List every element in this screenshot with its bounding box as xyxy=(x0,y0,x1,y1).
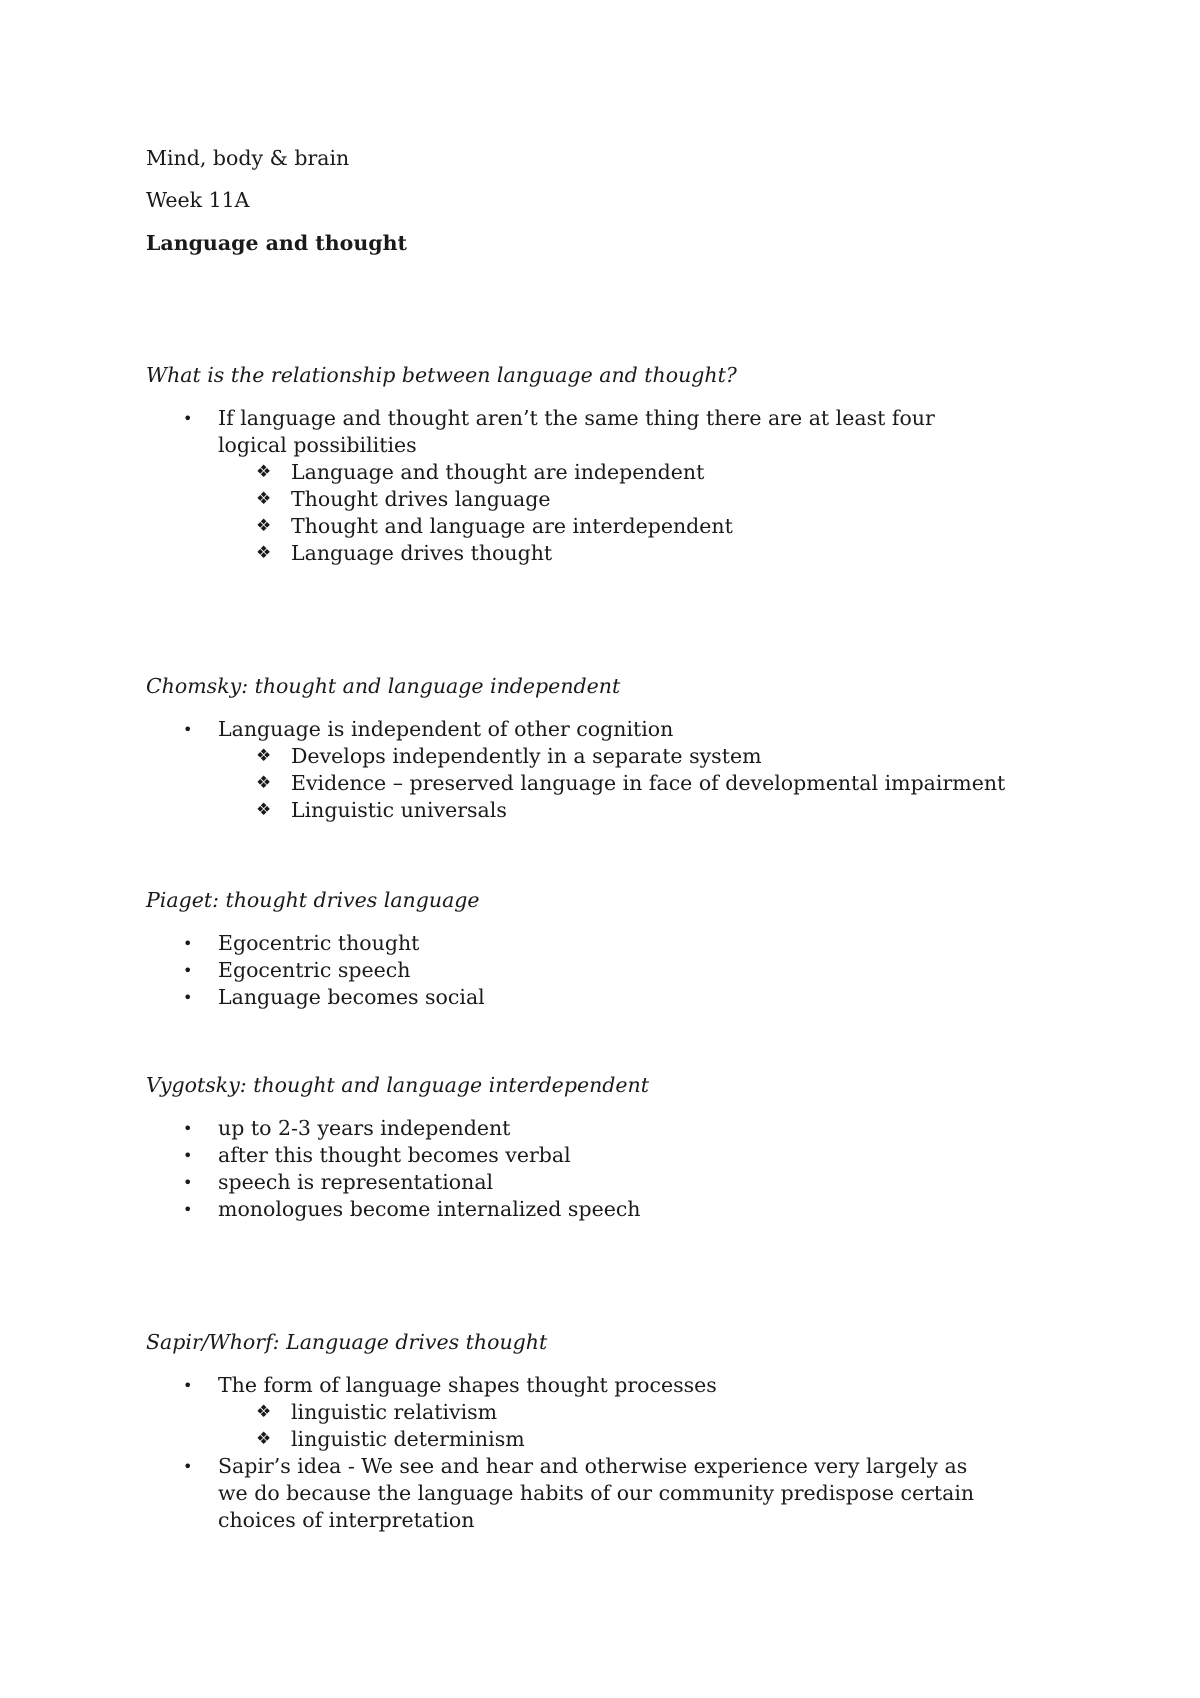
section-heading-chomsky: Chomsky: thought and language independent xyxy=(146,674,621,698)
sub-list-item-text: Evidence – preserved language in face of developmental impairment xyxy=(291,771,1006,795)
diamond-bullet-icon: ❖ xyxy=(256,746,272,766)
sub-list-item xyxy=(256,797,978,824)
sub-list-item-text: Language drives thought xyxy=(291,541,553,565)
chomsky-list xyxy=(0,716,1006,824)
diamond-bullet-icon: ❖ xyxy=(256,800,272,820)
list-item-text: monologues become internalized speech xyxy=(218,1197,641,1221)
page-title: Language and thought xyxy=(146,231,407,255)
piaget-list xyxy=(0,930,978,1011)
sub-list xyxy=(218,459,978,567)
section-heading-vygotsky: Vygotsky: thought and language interdependent xyxy=(146,1073,649,1097)
sub-list-item-text: Language and thought are independent xyxy=(291,460,705,484)
relationship-list xyxy=(0,405,978,567)
list-item-text: speech is representational xyxy=(218,1170,494,1194)
bullet-icon: • xyxy=(183,409,193,428)
bullet-icon: • xyxy=(183,1376,193,1395)
course-name: Mind, body & brain xyxy=(146,146,350,170)
sapir-whorf-list xyxy=(0,1372,978,1534)
sub-list xyxy=(218,1399,978,1453)
sub-list-item xyxy=(256,486,978,513)
list-item xyxy=(0,1169,978,1196)
bullet-icon: • xyxy=(183,1457,193,1476)
list-item xyxy=(0,1142,978,1169)
sub-list-item xyxy=(256,459,978,486)
sub-list-item-text: Thought and language are interdependent xyxy=(291,514,733,538)
diamond-bullet-icon: ❖ xyxy=(256,773,272,793)
sub-list xyxy=(218,743,1006,824)
sub-list-item xyxy=(256,540,978,567)
bullet-icon: • xyxy=(183,1146,193,1165)
sub-list-item-text: linguistic relativism xyxy=(291,1400,498,1424)
list-item xyxy=(0,1372,978,1453)
list-item xyxy=(0,957,978,984)
bullet-icon: • xyxy=(183,934,193,953)
list-item xyxy=(0,1115,978,1142)
list-item-text: Egocentric thought xyxy=(218,931,420,955)
sub-list-item-text: Develops independently in a separate system xyxy=(291,744,762,768)
list-item-text: The form of language shapes thought processes xyxy=(218,1373,717,1397)
sub-list-item xyxy=(256,1399,978,1426)
diamond-bullet-icon: ❖ xyxy=(256,1402,272,1422)
sub-list-item-text: linguistic determinism xyxy=(291,1427,525,1451)
sub-list-item xyxy=(256,770,1006,797)
section-heading-relationship: What is the relationship between language and thought? xyxy=(146,363,737,387)
sub-list-item xyxy=(256,1426,978,1453)
list-item xyxy=(0,405,978,567)
diamond-bullet-icon: ❖ xyxy=(256,1429,272,1449)
list-item-text: after this thought becomes verbal xyxy=(218,1143,571,1167)
section-heading-sapir-whorf: Sapir/Whorf: Language drives thought xyxy=(146,1330,548,1354)
list-item-text: Sapir’s idea - We see and hear and otherwise experience very largely as we do because the language habits of our community predispose certain choices of interpretation xyxy=(218,1454,975,1532)
sub-list-item-text: Linguistic universals xyxy=(291,798,507,822)
diamond-bullet-icon: ❖ xyxy=(256,516,272,536)
diamond-bullet-icon: ❖ xyxy=(256,543,272,563)
sub-list-item xyxy=(256,513,978,540)
diamond-bullet-icon: ❖ xyxy=(256,489,272,509)
vygotsky-list xyxy=(0,1115,978,1223)
list-item xyxy=(0,984,978,1011)
list-item-text: Egocentric speech xyxy=(218,958,411,982)
list-item-text: Language becomes social xyxy=(218,985,485,1009)
bullet-icon: • xyxy=(183,1200,193,1219)
bullet-icon: • xyxy=(183,961,193,980)
list-item-text: If language and thought aren’t the same thing there are at least four logical possibilities xyxy=(218,406,935,457)
list-item xyxy=(0,1453,978,1534)
diamond-bullet-icon: ❖ xyxy=(256,462,272,482)
bullet-icon: • xyxy=(183,1119,193,1138)
list-item xyxy=(0,1196,978,1223)
bullet-icon: • xyxy=(183,988,193,1007)
list-item-text: up to 2-3 years independent xyxy=(218,1116,511,1140)
sub-list-item xyxy=(256,743,978,770)
list-item xyxy=(0,716,1006,824)
bullet-icon: • xyxy=(183,720,193,739)
sub-list-item-text: Thought drives language xyxy=(291,487,551,511)
list-item-text: Language is independent of other cognition xyxy=(218,717,674,741)
week-label: Week 11A xyxy=(146,188,250,212)
list-item xyxy=(0,930,978,957)
section-heading-piaget: Piaget: thought drives language xyxy=(146,888,480,912)
bullet-icon: • xyxy=(183,1173,193,1192)
